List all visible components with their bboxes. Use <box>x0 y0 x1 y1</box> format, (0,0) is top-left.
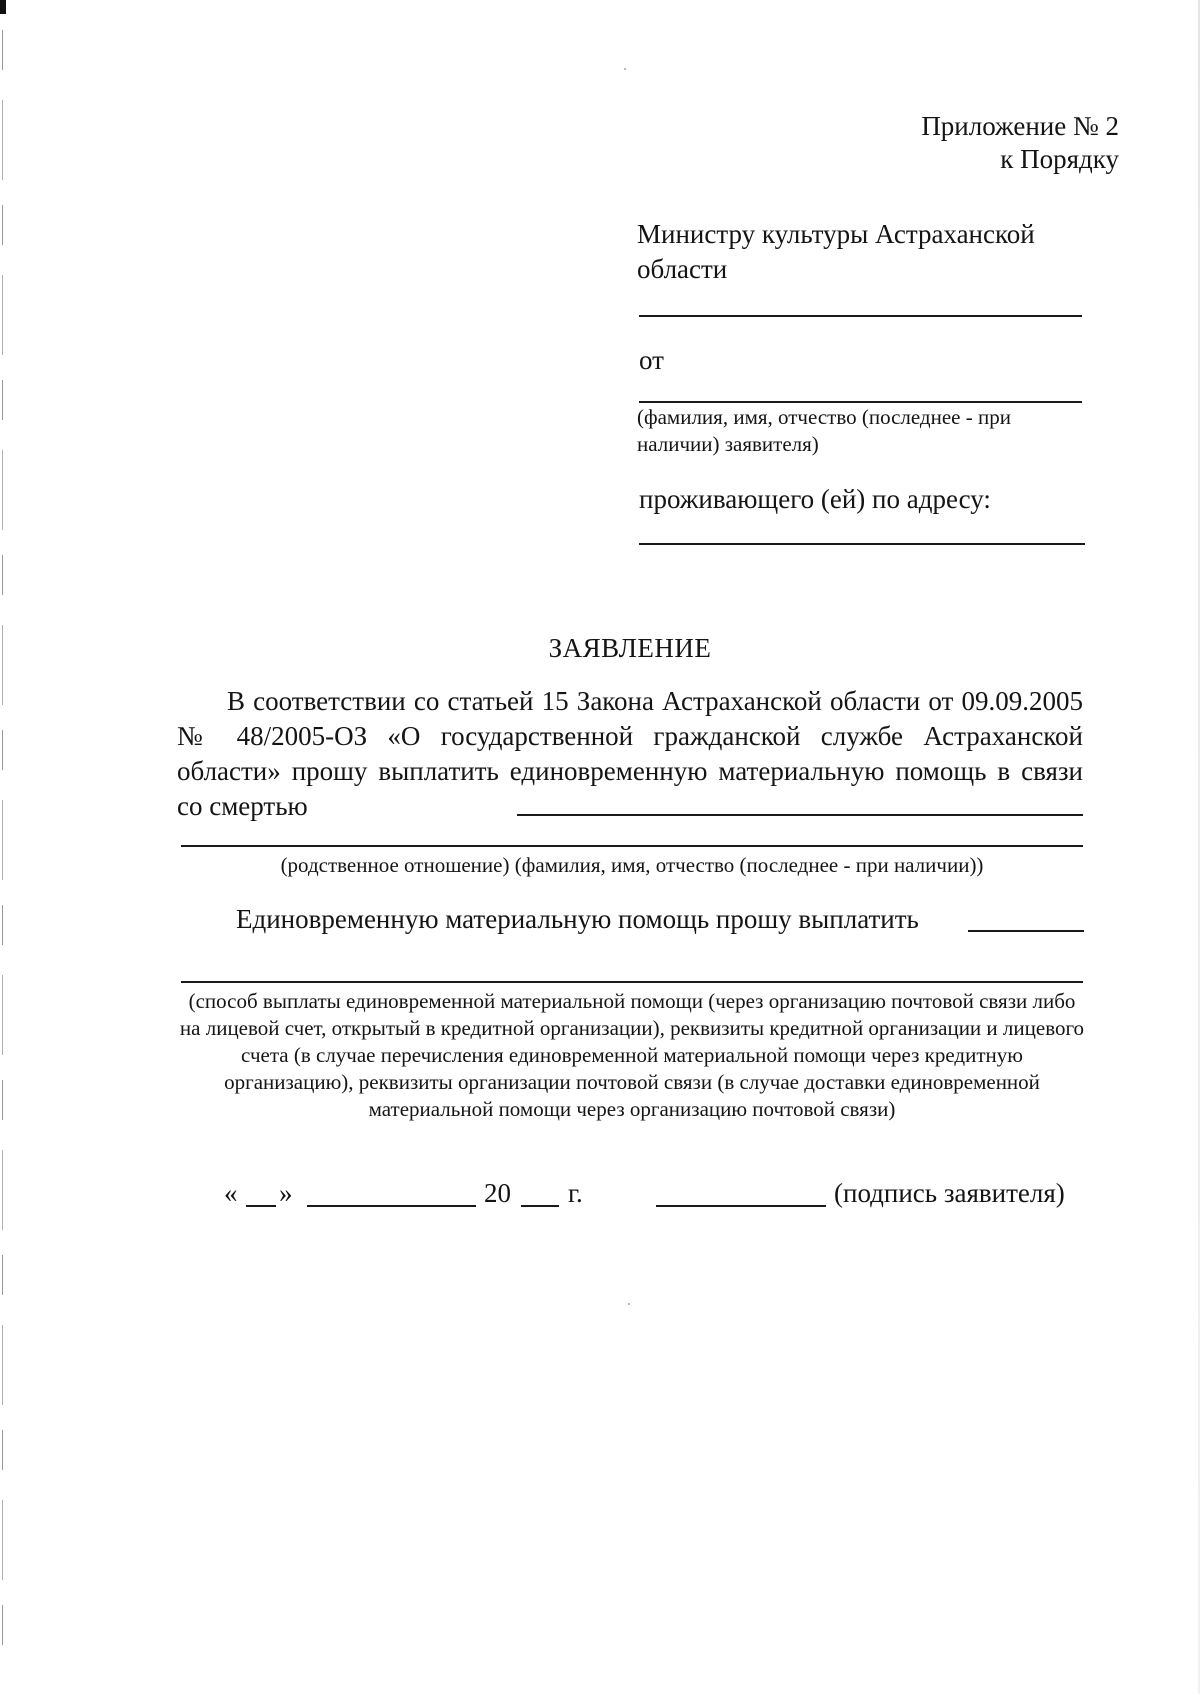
signature-fill-line[interactable] <box>656 1205 826 1207</box>
statement-paragraph <box>177 684 1083 824</box>
year-suffix: г. <box>568 1178 583 1208</box>
appendix-number: Приложение № 2 <box>921 111 1119 141</box>
date-year-fill-line[interactable] <box>521 1205 559 1207</box>
scan-artifact-corner <box>0 0 6 14</box>
scan-speck <box>624 68 626 70</box>
statement-text: В соответствии со статьей 15 Закона Астраханской области от 09.09.2005 № 48/2005-ОЗ «О государственной гражданской службе Астраханской области» прошу выплатить единовременную материальную помощь в связи со смертью <box>177 686 1083 821</box>
scan-artifact-left-edge <box>2 30 3 1670</box>
recipient-fill-line[interactable] <box>639 315 1082 317</box>
applicant-name-caption: (фамилия, имя, отчество (последнее - при наличии) заявителя) <box>637 405 1011 456</box>
signature-label: (подпись заявителя) <box>834 1178 1065 1208</box>
date-quote-open: « <box>224 1178 238 1208</box>
appendix-reference: к Порядку <box>1000 144 1119 174</box>
year-prefix: 20 <box>484 1178 511 1208</box>
payment-method-fill-line[interactable] <box>968 930 1084 932</box>
address-fill-line[interactable] <box>639 543 1085 545</box>
date-quote-close: » <box>279 1178 293 1208</box>
scan-speck <box>628 1303 630 1305</box>
relation-fill-line[interactable] <box>181 845 1083 847</box>
address-label: проживающего (ей) по адресу: <box>639 484 991 514</box>
appendix-header <box>921 110 1119 176</box>
date-month-fill-line[interactable] <box>307 1205 476 1207</box>
payment-details-fill-line[interactable] <box>181 981 1083 983</box>
from-label: от <box>639 345 664 375</box>
deceased-fill-line[interactable] <box>517 814 1083 816</box>
date-day-fill-line[interactable] <box>246 1205 276 1207</box>
applicant-name-fill-line[interactable] <box>639 401 1082 403</box>
payment-text: Единовременную материальную помощь прошу выплатить <box>236 904 919 934</box>
relation-caption: (родственное отношение) (фамилия, имя, отчество (последнее - при наличии)) <box>280 853 984 877</box>
document-title: ЗАЯВЛЕНИЕ <box>548 633 712 663</box>
addressee-recipient: Министру культуры Астраханской области <box>637 219 1035 284</box>
payment-caption: (способ выплаты единовременной материальной помощи (через организацию почтовой связи либо на лицевой счет, открытый в кредитной организации), реквизиты кредитной организации и лицевого счета (в случае перечисления единовременной материальной помощи через кредитную организацию), реквизиты организации почтовой связи (в случае доставки единовременной материальной помощи через организацию почтовой связи) <box>179 989 1085 1121</box>
